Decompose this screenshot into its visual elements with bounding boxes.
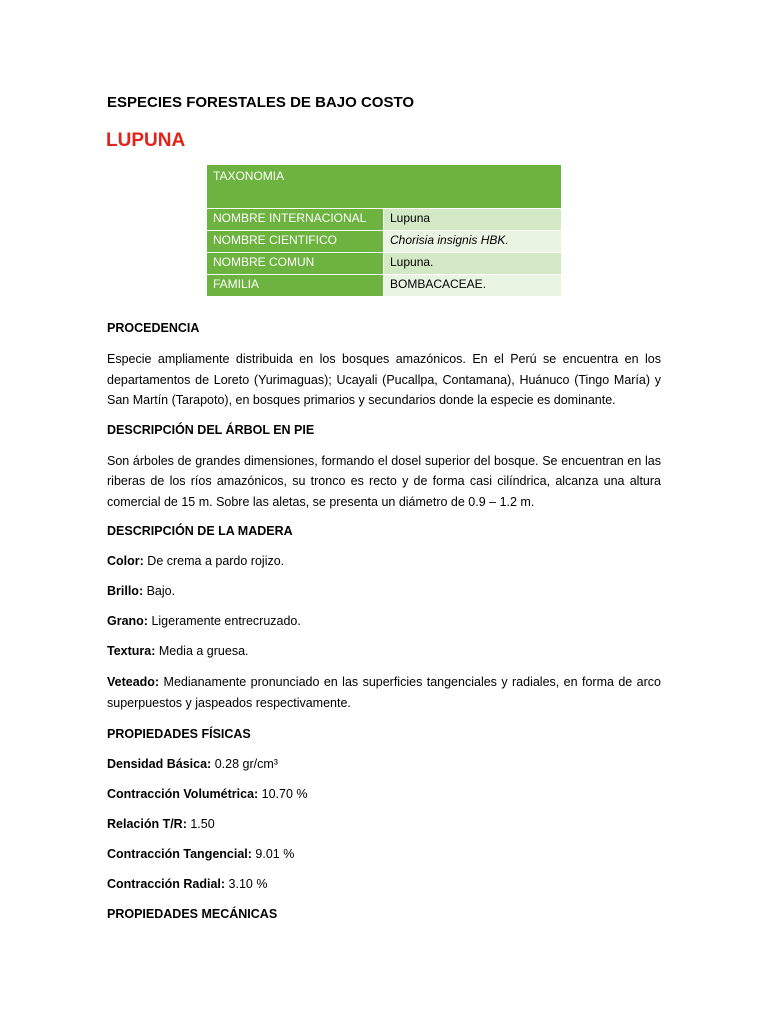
property-line [107,755,661,773]
property-line [107,815,661,833]
taxonomy-value: Lupuna [384,209,562,231]
property-value: 0.28 gr/cm³ [211,757,278,771]
paragraph: Especie ampliamente distribuida en los bosques amazónicos. En el Perú se encuentra en los departamentos de Loreto (Yurimaguas); Ucayali (Pucallpa, Contamana), Huánuco (Tingo María) y San Martín (Tarapoto), en bosques primarios y secundarios donde la especie es dominante. [107,352,661,407]
document-title: ESPECIES FORESTALES DE BAJO COSTO [107,94,415,111]
property-value: Ligeramente entrecruzado. [147,614,301,628]
property-label: Veteado: [107,675,160,689]
property-line [107,785,661,803]
species-name: LUPUNA [106,130,186,151]
table-row [207,253,561,275]
property-label: Densidad Básica: [107,757,212,771]
property-label: Textura: [107,644,156,658]
taxonomy-key: FAMILIA [207,275,384,297]
property-value: 10.70 % [258,787,308,801]
table-row [207,231,561,253]
property-line [107,612,661,630]
property-line [107,875,661,893]
property-label: Color: [107,554,144,568]
paragraph: Son árboles de grandes dimensiones, formando el dosel superior del bosque. Se encuentran en las riberas de los ríos amazónicos, su tronco es recto y de forma casi cilíndrica, alcanza una altura comercial de 15 m. Sobre las aletas, se presenta un diámetro de 0.9 – 1.2 m. [107,453,661,509]
table-row [207,275,561,297]
section-heading: PROPIEDADES MECÁNICAS [107,907,278,921]
property-line [107,582,661,600]
property-label: Relación T/R: [107,817,187,831]
taxonomy-heading: TAXONOMIA [207,165,561,209]
document-body [107,319,661,935]
taxonomy-value: Lupuna. [384,253,562,275]
section-heading: PROCEDENCIA [107,321,200,335]
property-value: Medianamente pronunciado en las superficies tangenciales y radiales, en forma de arco superpuestos y jaspeados respectivamente. [107,675,661,710]
property-label: Contracción Tangencial: [107,847,252,861]
property-value: 3.10 % [225,877,268,891]
taxonomy-header-row [207,165,561,209]
section-heading: PROPIEDADES FÍSICAS [107,727,251,741]
property-label: Contracción Volumétrica: [107,787,259,801]
taxonomy-key: NOMBRE COMUN [207,253,384,275]
property-label: Grano: [107,614,148,628]
section-heading: DESCRIPCIÓN DEL ÁRBOL EN PIE [107,422,315,437]
taxonomy-key: NOMBRE CIENTIFICO [207,231,384,253]
taxonomy-table [207,165,561,297]
property-line [107,552,661,570]
taxonomy-value: Chorisia insignis HBK. [384,231,562,253]
section-heading: DESCRIPCIÓN DE LA MADERA [107,524,293,538]
table-row [207,209,561,231]
property-value: De crema a pardo rojizo. [143,554,285,568]
property-label: Brillo: [107,584,144,598]
property-value: Media a gruesa. [155,644,249,658]
taxonomy-key: NOMBRE INTERNACIONAL [207,209,384,231]
property-line [107,642,661,660]
property-value: Bajo. [143,584,176,598]
property-label: Contracción Radial: [107,877,226,891]
taxonomy-value: BOMBACACEAE. [384,275,562,297]
property-value: 9.01 % [251,847,295,861]
property-value: 1.50 [186,817,215,831]
property-line [107,845,661,863]
property-line [107,672,661,713]
